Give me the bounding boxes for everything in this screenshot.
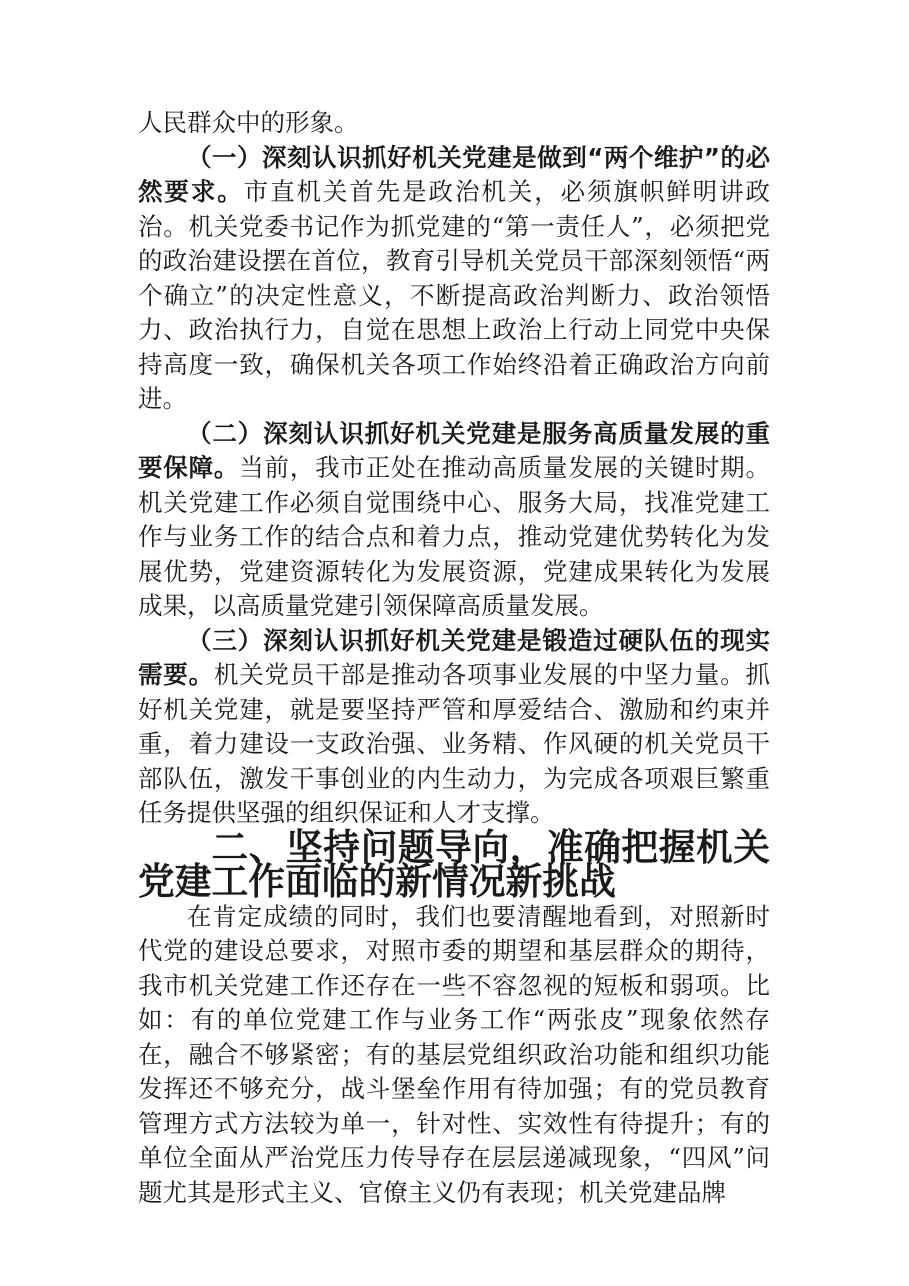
section-3-paragraph xyxy=(138,624,770,831)
paragraph-continuation: 人民群众中的形象。 xyxy=(138,108,359,137)
section-2-body: 当前，我市正处在推动高质量发展的关键时期。机关党建工作必须自觉围绕中心、服务大局，找准党建工作与业务工作的结合点和着力点，推动党建优势转化为发展优势，党建资源转化为发展资源，党建成果转化为发展成果，以高质量党建引领保障高质量发展。 xyxy=(138,453,770,620)
section-heading-2: 二、坚持问题导向，准确把握机关党建工作面临的新情况新挑战 xyxy=(138,825,770,903)
section-1-lead: （一）深刻认识抓好机关党建是做到“两个维护”的必然要求。 xyxy=(138,142,770,206)
section-3-body: 机关党员干部是推动各项事业发展的中坚力量。抓好机关党建，就是要坚持严管和厚爱结合、激励和约束并重，着力建设一支政治强、业务精、作风硬的机关党员干部队伍，激发干事创业的内生动力，为完成各项艰巨繁重任务提供坚强的组织保证和人才支撑。 xyxy=(138,660,770,827)
document-page xyxy=(138,106,770,1210)
section-2-lead: （二）深刻认识抓好机关党建是服务高质量发展的重要保障。 xyxy=(138,418,770,482)
section-1-paragraph xyxy=(138,141,770,417)
section-1-body: 市直机关首先是政治机关，必须旗帜鲜明讲政治。机关党委书记作为抓党建的“第一责任人”，必须把党的政治建设摆在首位，教育引导机关党员干部深刻领悟“两个确立”的决定性意义，不断提高政治判断力、政治领悟力、政治执行力，自觉在思想上政治上行动上同党中央保持高度一致，确保机关各项工作始终沿着正确政治方向前进。 xyxy=(138,177,771,413)
section-2-paragraph xyxy=(138,417,770,624)
paragraph-problems: 在肯定成绩的同时，我们也要清醒地看到，对照新时代党的建设总要求，对照市委的期望和基层群众的期待，我市机关党建工作还存在一些不容忽视的短板和弱项。比如：有的单位党建工作与业务工作“两张皮”现象依然存在，融合不够紧密；有的基层党组织政治功能和组织功能发挥还不够充分，战斗堡垒作用有待加强；有的党员教育管理方式方法较为单一，针对性、实效性有待提升；有的单位全面从严治党压力传导存在层层递减现象，“四风”问题尤其是形式主义、官僚主义仍有表现；机关党建品牌 xyxy=(138,901,770,1207)
section-3-lead: （三）深刻认识抓好机关党建是锻造过硬队伍的现实需要。 xyxy=(138,625,770,689)
